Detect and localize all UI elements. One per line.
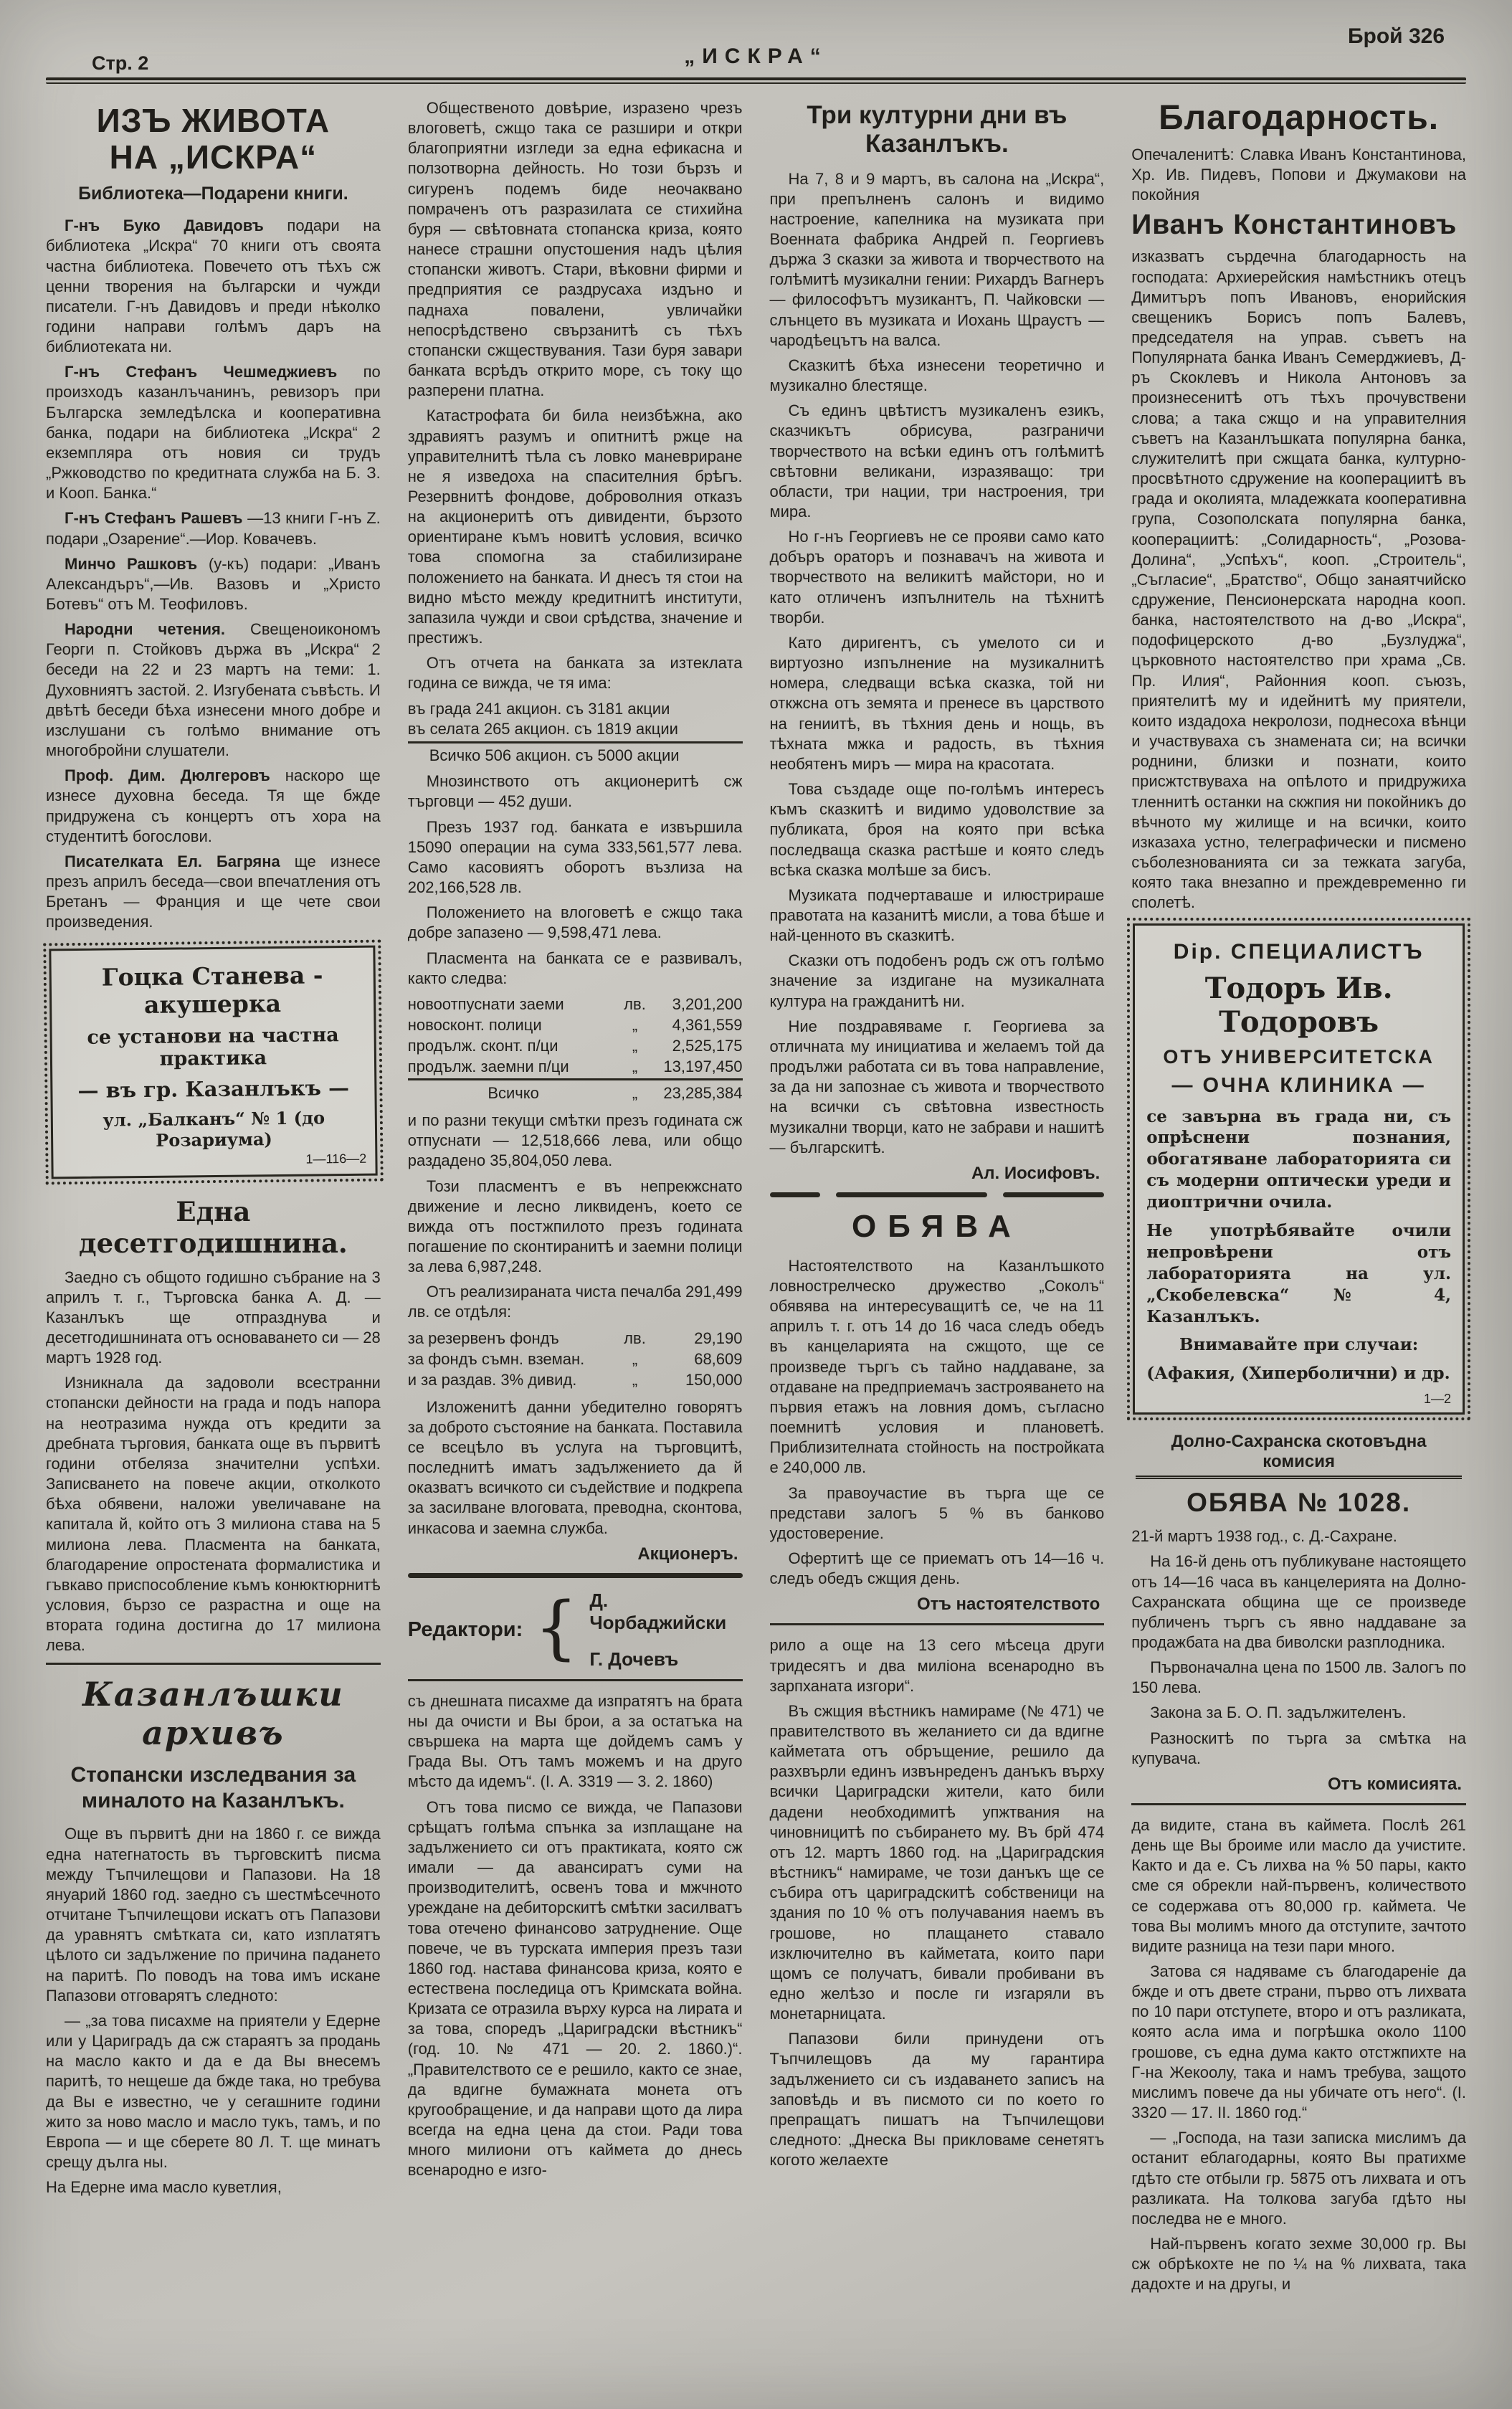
paragraph: Заедно съ общото годишно събрание на 3 априлъ т. г., Търговска банка А. Д. — Казанлъкъ ще отпразднува и десетгодишнината отъ основаването си — 28 мартъ 1928 год. [46,1268,381,1367]
paragraph: Ние поздравяваме г. Георгиева за отличната му инициатива и желаемъ той да продължи работата си въ това направление, за да ни запознае съ живота и творчеството на всички съ свѣтовна известность музикални творци, като не забрави и нашитѣ — българскитѣ. [769,1017,1105,1156]
paragraph-lead: Г-нъ Буко Давидовъ [65,217,264,235]
ad-paragraph: (Афакия, (Хиперболични) и др. [1146,1364,1450,1384]
paragraph: Но г-нъ Георгиевъ не се прояви само като добъръ ораторъ и познавачъ на живота и творчеството на великитѣ майстори, но и като отличенъ изпълнитель на тѣхнитѣ творби. [769,528,1105,627]
article-title [46,103,381,175]
paragraph: Опечаленитѣ: Славка Иванъ Константинова, Хр. Ив. Пидевъ, Попови и Джумакови на покойния [1131,146,1466,204]
paragraph: изказватъ сърдечна благодарность на господата: Архиерейския намѣстникъ отецъ Димитъръ попъ Ивановъ, енорийския свещеникъ Борисъ попъ Балевъ, председателя на управ. съветъ на Популярната банка Иванъ Семерджиевъ, Д-ръ Скоклевъ и Никола Антоновъ за произнесенитѣ отъ тѣхъ прочувствени слова; а така сжщо и на управителния съветъ на Казанлъшката популярна банка, служителитѣ при сжщата банка, културно-просвѣтното сдружение на кооперациитѣ въ града и околията, младежката кооперативна група, Созополската популярна банка, кооперациитѣ: „Солидарность“, „Розова-Долина“, „Успѣхъ“, кооп. „Строитель“, „Съгласие“, „Братство“, Общо занаятчийско сдружение, Пенсионерската народна кооп. банка, настоятелството на д-во „Искра“, подофицерското д-во „Бузлуджа“, църковното настоятелство при храма „Св. Пр. Илия“, Районния кооп. съюзъ, приятелитѣ му и идейнитѣ му приятели, които издадоха некролози, поднесоха вѣнци и участвуваха съ знамената си; на всички роднини, близки и познати, които присжтствуваха на опѣлото и придружиха тленнитѣ останки на скжпия ни покойникъ до вѣчното му жилище и на всички, които изказаха устно, телеграфически и писмено съболезнованията си за тежката загуба, която така внезапно и преждевременно ги сполетѣ. [1131,247,1466,912]
placements-table [408,994,743,1103]
paragraph [46,554,381,614]
paragraph: Затова ся надяваме съ благодареніе да бжде и отъ двете страни, първо отъ лихвата по 10 пари отступете, второ и отъ разликата, която асла има и погрѣшка около 1100 грошове, съ една дума както отстжпихте на Г-на Жекоолу, така и намъ требува, защото мислимъ повече да ны убичате отъ него“. (І. 3320 — 17. ІІ. 1860 год.“ [1131,1962,1466,2122]
paragraph [46,619,381,761]
divider-segment [1003,1192,1104,1197]
notice-title: ОБЯВА № 1028. [1187,1488,1412,1518]
ad-line: — въ гр. Казанлъкъ — [77,1075,350,1103]
row-currency: „ [632,1349,638,1368]
ad-heading: Dip. СПЕЦИАЛИСТЪ [1173,939,1425,964]
paragraph-lead: Писателката Ел. Багряна [65,852,280,870]
paragraph: Катастрофата би била неизбѣжна, ако здравиятъ разумъ и опитнитѣ ржце на управителнитѣ тѣла съ ловко маневриране не я изведоха на спасителния брѣгъ. Резервнитѣ фондове, доброволния отказъ на акционеритѣ отъ дивиденти, бързото ориентиране къмъ новитѣ условия, всичко това спомогна за стабилизиране положението на банката. И днесъ тя стои на видно мѣсто между кредитнитѣ институти, запазила чужди и свои срѣдства, значение и престижъ. [407,407,743,647]
row-label: продълж. сконт. п/ци [407,1036,558,1055]
paragraph: — „Господа, на тази записка мислимъ да останит еблагодарны, която Вы пратихме гдѣто сте отбыли гр. 5875 отъ лихвата и отъ разликата. На толкова загуба гдѣто ны последва не е много. [1131,2129,1466,2228]
paragraph: Пласмента на банката се е развивалъ, както следва: [407,949,743,987]
table-row [408,1328,743,1349]
paragraph: да видите, стана въ каймета. Послѣ 261 день ще Вы броиме или масло да учистите. Както и да е. Съ лихва на % 50 пары, както сме ся обрекли най-първенъ, количеството се содержава отъ 80,000 гр. каймета. Че това Вы молимъ много да отступите, зачтото видите разница на тези пари много. [1131,1815,1466,1955]
paragraph: На Едерне има масло куветлия, [46,2178,282,2197]
paragraph-text: подари на библиотека „Искра“ 70 книги отъ своята частна библиотека. Повечето отъ тѣхъ сж ценни творения на български и чужди писатели. Г-нъ Давидовъ и преди нѣколко години направи голѣмъ даръ на библиотеката ни. [46,217,381,356]
paragraph: Отъ отчета на банката за изтеклата година се вижда, че тя има: [407,654,743,693]
row-amount: 29,190 [694,1329,743,1347]
section-divider [408,1679,743,1681]
paragraph: Положението на влоговетѣ е сжщо така добре запазено — 9,598,471 лева. [407,903,743,942]
paragraph: За правоучастие въ търга ще се представи залогъ 5 % въ банково удостоверение. [769,1483,1105,1542]
table-row [408,994,743,1015]
paragraph-lead: Проф. Дим. Дюлгеровъ [65,766,270,785]
paragraph-lead: Минчо Рашковъ [65,554,198,573]
issue-number: Брой 326 [1347,24,1445,48]
paragraph: Изложенитѣ данни убедително говорятъ за доброто състояние на банката. Поставила се всецѣло въ услуга на търговцитѣ, последнитѣ иматъ задължението да й оказватъ всичкото си съдействие и подкрепа за засилване влоговата, преводна, сконтова, инкасова и заемна служба. [407,1397,743,1537]
paragraph-text: наскоро ще изнесе духовна беседа. Тя ще бжде придружена съ концертъ отъ хора на студентитѣ богослови. [46,766,381,845]
article-bank-report [408,98,743,1564]
article-iz-zhivota [46,103,381,933]
paragraph: Сказки отъ подобенъ родъ сж отъ голѣмо значение за издигане на музикалната култура на гражданитѣ ни. [769,951,1105,1010]
section-divider [770,1192,1105,1197]
table-row: въ селата 265 акцион. съ 1819 акции [408,719,743,743]
ad-line: — ОЧНА КЛИНИКА — [1171,1073,1426,1097]
editors-names [589,1590,742,1671]
article-signature: Акционеръ. [637,1544,738,1564]
deceased-name: Иванъ Константиновъ [1131,209,1458,241]
row-label: Всичко [488,1084,539,1102]
paragraph: Разноскитѣ по търга за смѣтка на купувача. [1131,1729,1466,1767]
paragraph: Това създаде още по-голѣмъ интересъ къмъ сказкитѣ и видимо удоволствие за публиката, броя на която при всѣка последваща сказка растѣше и която следъ всѣка сказка молѣше за бисъ. [769,780,1105,879]
paragraph: Съ единъ цвѣтистъ музикаленъ езикъ, сказчикътъ обрисува, разграничи творчеството на всѣки единъ отъ голѣмитѣ свѣтовни великани, изразяващо: три области, три нации, три настроения, три мира. [769,402,1105,521]
title-line-1: ИЗЪ ЖИВОТА [96,102,331,139]
row-amount: 4,361,559 [672,1015,743,1034]
row-label: новоотпуснати заеми [407,994,564,1013]
paragraph: Мнозинството отъ акционеритѣ сж търговци — 452 души. [407,772,743,811]
row-label: и за раздав. 3% дивид. [407,1370,577,1389]
archive-continuation [770,1635,1105,2170]
table-row [408,1349,743,1369]
paragraph: Въ сжщия вѣстникъ намираме (№ 471) че правителството въ желанието си да вдигне кайметата отъ обръщение, решило да разхвърли единъ извънреденъ данъкъ върху всички Цариградски жители, като били дадени необходимитѣ упжтвания на чиновницитѣ по събирането му. Въ брй 474 отъ 12. мартъ 1860 год. на „Цариградския вѣстникъ“ намираме, че този данъкъ ще се събира отъ цариградскитѣ собственици на здания по 10 % отъ получавания наемъ въ грошове, но плащането ставало изключително въ кайметата, които пари щомъ се получатъ, бивали пробивани въ едно желѣзо и после ги изгаряли въ монетарницата. [769,1701,1105,2023]
paragraph: Отъ реализираната чиста печалба 291,499 лв. се отдѣля: [407,1283,743,1321]
archive-title: Казанлъшки архивъ [82,1675,344,1753]
row-label: за фондъ съмн. вземан. [407,1349,585,1368]
notice-auction [1131,1432,1466,1795]
ad-paragraph: Не употрѣбявайте очили непровѣрени отъ лабораторията на ул. „Скобелевска“ № 4, Казанлъкъ. [1146,1220,1451,1326]
ad-okulist [1133,923,1465,1415]
row-currency: „ [632,1057,638,1075]
section-divider [770,1623,1105,1625]
page-number: Стр. 2 [92,52,149,74]
ad-reference-number: 1—116—2 [305,1151,367,1167]
divider-segment [770,1192,820,1197]
row-currency: „ [632,1036,638,1055]
section-divider [1131,1803,1466,1805]
columns [46,98,1466,2300]
editors-block [407,1587,743,1671]
ad-reference-number: 1—2 [1423,1392,1451,1407]
archive-continuation [408,1691,743,2181]
row-currency: „ [632,1370,638,1389]
editor-name: Г. Дочевъ [589,1648,679,1670]
paragraph-text: по произходъ казанлъчанинъ, ревизоръ при Българска земледѣлска и кооперативна банка, подари на библиотека „Искра“ 2 екземпляра отъ новия си трудъ „Ржководство по кредитната служба на Б. З. и Кооп. Банка.“ [46,363,381,503]
article-title: Три културни дни въ Казанлъкъ. [807,101,1068,158]
paragraph: Презъ 1937 год. банката е извършила 15090 операции на сума 333,561,577 лева. Само касовиятъ оборотъ възлиза на 202,166,528 лв. [407,817,743,897]
paragraph: На 7, 8 и 9 мартъ, въ салона на „Искра“, при препълненъ салонъ и видимо настроение, капелника на музиката при Военната фабрика Андрей п. Георгиевъ държа 3 сказки за живота и творчеството на голѣмитѣ музикални гении: Рихардъ Вагнеръ — философътъ музикантъ, П. Чайковски — слънцето въ музиката и Иохань Щраустъ — чародѣецътъ на валса. [769,169,1105,349]
article-subtitle: Библиотека—Подарени книги. [78,184,348,204]
title-line-2: НА „ИСКРА“ [109,138,318,176]
ad-paragraph: се завърна въ града ни, съ опрѣснени познания, обогатяване лабораторията си съ модерни оптически уреди и диоптрични очила. [1146,1106,1451,1212]
article-blagodarnost [1131,98,1466,913]
column-1 [46,98,381,2300]
row-currency: лв. [624,1329,646,1347]
paragraph: Офертитѣ ще се приематъ отъ 14—16 ч. следъ обедъ сжщия день. [769,1549,1105,1588]
brace-glyph: { [534,1587,579,1668]
article-title: Една десетгодишнина. [78,1195,348,1259]
table-total-row: Всичко 506 акцион. съ 5000 акции [429,746,680,764]
notice-title: ОБЯВА [852,1208,1022,1244]
masthead-title: „ИСКРА“ [684,44,828,68]
archive-continuation [1131,1815,1466,2295]
paragraph-text: —13 книги Г-нъ Z. подари „Озарение“.—Иор. Ковачевъ. [46,509,381,548]
paragraph: Папазови били принудени отъ Тъпчилещовъ да му гарантира задължението си съ издаването записъ на заповѣдь и въ писмото си по което го препращатъ пишатъ на Тъпчилещови следното: „Днеска Вы прикловаме сенетятъ когото желаехте [769,2030,1105,2170]
row-amount: 3,201,200 [672,994,743,1013]
paragraph-text: ще изнесе презъ априлъ беседа—свои впечатления отъ Бретанъ — Франция и ще чете свои произведения. [46,852,381,931]
table-row [408,1056,743,1080]
notice-sokol [770,1209,1105,1615]
paragraph: На 16-й день отъ публикуване настоящето отъ 14—16 часа въ канцелерията на Долно-Сахранската община ще се произведе публиченъ търгъ съ явно наддаване за продажбата на два биволски разплодника. [1131,1552,1466,1651]
editor-name: Д. Чорбаджийски [589,1589,727,1633]
page-header [46,24,1466,75]
notice-signature: Отъ настоятелството [916,1595,1100,1615]
article-signature: Ал. Иосифовъ. [971,1163,1100,1183]
row-amount: 23,285,384 [663,1084,743,1102]
table-row: въ града 241 акцион. съ 3181 акции [407,699,670,718]
column-3 [770,98,1105,2300]
archive-section [46,1675,381,2197]
paragraph: съ днешната писахме да изпратятъ на брата ны да очисти и Вы брои, а за остатъка на свършека на марта ще дойдемъ самъ у Града Вы. Отъ тамъ можемъ и на друго мѣсто да идемъ“. (І. А. 3319 — 3. 2. 1860) [407,1691,743,1791]
masthead-rule [46,77,1466,84]
notice-signature: Отъ комисията. [1327,1774,1462,1794]
paragraph-lead: Г-нъ Стефанъ Рашевъ [65,509,243,528]
paragraph [46,766,381,847]
paragraph [46,508,381,548]
paragraph: Най-първенъ когато зехме 30,000 гр. Вы сж обрѣкохте не по ¼ на % лихвата, така дадохте и на другы, и [1131,2235,1466,2294]
article-desetgodishnina [46,1196,381,1656]
ad-line: се установи на частна практика [87,1023,339,1070]
section-divider [46,1663,381,1665]
ad-line: ОТЪ УНИВЕРСИТЕТСКА [1163,1045,1435,1068]
editors-label: Редактори: [407,1617,523,1641]
paragraph-lead: Г-нъ Стефанъ Чешмеджиевъ [65,363,338,381]
article-title: Благодарность. [1159,99,1440,137]
paragraph: Настоятелството на Казанлъшкото ловнострелческо дружество „Соколъ“ обявява на интересуващитѣ се, че на 11 априлъ т. г. отъ 14 до 16 часа следъ обедъ въ канцеларията на сжщото, ще се произведе търгъ съ тайно наддаване, за отдаване на предприемачъ застрояването на първия етажъ на ловния домъ, съгласно поемнитѣ условия и плановетѣ. Приблизителната стойность на постройката е 240,000 лв. [769,1256,1105,1477]
divider-segment [836,1192,987,1197]
column-2 [408,98,743,2300]
ad-akusherka [49,945,377,1179]
row-amount: 13,197,450 [663,1057,743,1075]
paragraph: Този пласментъ е въ непрекжснато движение и лесно ликвиденъ, което се вижда отъ постжпилото презъ годината погашение по сконтиранитѣ и заемни полици за лева 6,987,248. [407,1177,743,1276]
paragraph-text: (у-къ) подари: „Иванъ Александъръ“,—Ив. Вазовъ и „Христо Ботевъ“ отъ М. Теофиловъ. [46,554,381,613]
paragraph [46,362,381,503]
profit-table [408,1328,743,1390]
ad-name: Тодоръ Ив. Тодоровъ [1204,971,1393,1039]
table-row [408,1369,743,1390]
row-amount: 68,609 [694,1349,743,1368]
paragraph-text: Свещеноикономъ Георги п. Стойковъ държа въ „Искра“ 2 беседи на 22 и 23 мартъ на теми: 1. Духовниятъ застой. 2. Изгубената съвѣсть. И двѣтѣ беседи бѣха изнесени много добре и изслушани съ голѣмо внимание отъ многобройни слушатели. [46,620,381,760]
row-label: за резервенъ фондъ [407,1329,559,1347]
shares-summary [408,699,743,766]
paragraph: — „за това писахме на приятели у Едерне или у Цариградъ да сж стараятъ за продань на масло както и да е да Вы внесемъ паритѣ, то нещеше да бжде така, но требува да Вы е известно, че у сегашните години жито за ново масло и масло тукъ, тамъ, и по Европа — и ще сберете 80 Л. Т. ще минатъ срещу дълга ны. [46,2011,381,2171]
row-currency: „ [632,1015,638,1034]
paragraph: Музиката подчертаваше и илюстрираше правотата на казанитѣ мисли, а това бѣше и най-ценното въ сказкитѣ. [769,885,1105,945]
row-amount: 2,525,175 [672,1036,743,1055]
archive-subtitle: Стопански изследвания за миналото на Казанлъкъ. [70,1763,356,1813]
paragraph: Сказкитѣ бѣха изнесени теоретично и музикално блестяще. [769,356,1105,395]
paragraph: Общественото довѣрие, изразено чрезъ влоговетѣ, сжщо така се разшири и откри благоприятни изгледи за една ефикасна и ползотворна дейность. Но този бързъ и сигуренъ подемъ биде неочаквано помраченъ отъ разразилата се стихийна буря — свѣтовната стопанска криза, която нанесе страшни опустошения надъ цѣлия стопански животъ. Стари, вѣковни фирми и предприятия се раздрусаха издъно и паднаха повалени, увличайки непосрѣдствено свързанитѣ съ тѣхъ стопански сжществувания. Тази буря завари банката всрѣдъ открито море, съ току що разперени платна. [407,99,743,400]
paragraph-lead: Народни четения. [65,620,226,639]
paragraph: Изникнала да задоволи всестранни стопански дейности на града и подъ напора на неотразима нужда отъ кредити за дребната търговия, банката още въ първитѣ години отбеляза значителни успѣхи. Записването на повече акции, отколкото бѣха обявени, наложи увеличаване на капитала й, който отъ 3 милиона става на 5 милиона лева. Пласмента на банката, благодарение опростената формалистика и гъвкаво приспособление къмъ конюктюрнитѣ условия, бързо се разрастна и още на втората година достигна до 17 милиона лева. [46,1374,381,1655]
column-4 [1131,98,1466,2300]
notice-organization: Долно-Сахранска скотовъдна комисия [1136,1432,1462,1479]
row-currency: „ [632,1084,638,1102]
row-amount: 150,000 [685,1370,743,1389]
paragraph: Още въ първитѣ дни на 1860 г. се вижда една натегнатость въ търговскитѣ писма между Тъпчилещови и Папазови. На 18 януарий 1860 год. заедно съ шестмѣсечното отчитане Тъпчилещови искатъ отъ Папазови да уравнятъ смѣтката си, като изплатятъ цѣлото си задължение по причина падането на паритѣ. По поводъ на това имъ искане Папазови отговарятъ следното: [46,1825,381,2005]
paragraph: Като диригентъ, съ умелото си и виртуозно изпълнение на музикалнитѣ номера, следващи всѣка сказка, той ни откжсна отъ земята и пренесе въ царството на гениитѣ, въ тѣхния день и нощь, въ тѣхната мжка и радость, въ тѣхния необятенъ миръ — мира на красотата. [769,633,1105,773]
paragraph [46,216,381,357]
paragraph: и по разни текущи смѣтки презъ годината сж отпуснати — 12,518,666 лева, или общо раздадено 35,804,050 лева. [407,1111,743,1170]
paragraph [46,852,381,933]
ad-paragraph: Внимавайте при случаи: [1179,1335,1419,1355]
paragraph: Отъ това писмо се вижда, че Папазови срѣщатъ голѣма спънка за изплащане на задължението си отъ практиката, която сж имали — да авансиратъ суми на производителитѣ, освенъ това и мжчното уреждане на дебиторскитѣ смѣтки засилватъ това отечено финансово затруднение. Още повече, че въ турската империя презъ тази 1860 год. настава финансова криза, която е естествена последица отъ Кримската война. Кризата се отразила върху курса на лирата и за това, споредъ „Цариградски вѣстникъ“ (год. 10. № 471 — 20. 2. 1860.)“. „Правителството се е решило, както се знае, да вдигне бумажната монета отъ кругообращение, и да направи щото да лира всегда на една цена да стои. Ради това много милиони отъ каймета до днесь всенародно е изго- [407,1797,743,2180]
article-culture-days [770,101,1105,1184]
table-total-row [408,1083,743,1103]
row-currency: лв. [624,994,646,1013]
row-label: новосконт. полици [407,1015,542,1034]
paragraph: Закона за Б. О. П. задължителенъ. [1150,1704,1407,1722]
paragraph: Първоначална цена по 1500 лв. Залогъ по 150 лева. [1131,1658,1466,1697]
row-label: продълж. заемни п/ци [407,1057,569,1075]
ad-name: Гоцка Станева - акушерка [101,960,323,1019]
paragraph: рило а още на 13 сего мѣсеца други тридесятъ и два миліона всенародно въ зарпханата изгори“. [769,1636,1105,1695]
section-divider [408,1573,743,1578]
paragraph: 21-й мартъ 1938 год., с. Д.-Сахране. [1131,1527,1397,1546]
ad-address: ул. „Балканъ“ № 1 (до Розариума) [103,1106,325,1151]
table-row [408,1015,743,1035]
table-row [408,1035,743,1056]
